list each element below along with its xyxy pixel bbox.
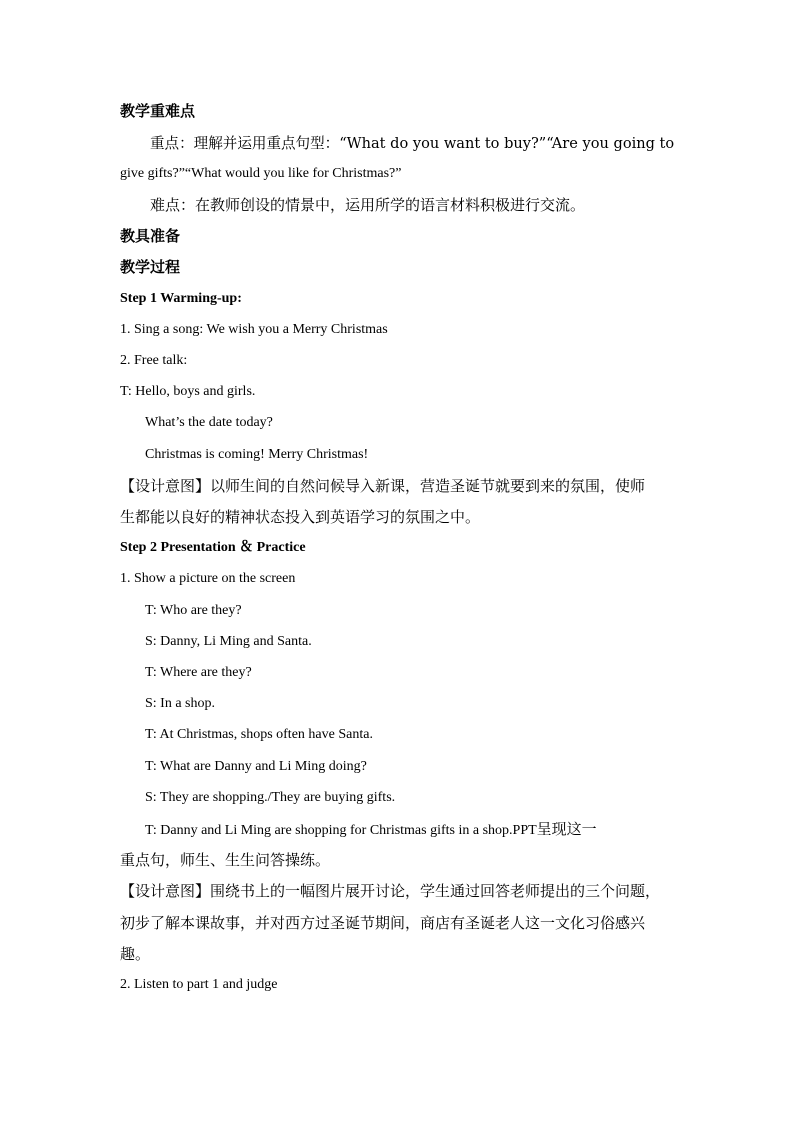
dialog2-line-1: T: Who are they? xyxy=(145,603,242,618)
design-intent-2-line-2: 初步了解本课故事，并对西方过圣诞节期间，商店有圣诞老人这一文化习俗感兴 xyxy=(120,914,646,932)
dialog2-line-6: T: What are Danny and Li Ming doing? xyxy=(145,759,367,774)
dialog1-line-2: What’s the date today? xyxy=(145,415,273,430)
dialog1-line-3: Christmas is coming! Merry Christmas! xyxy=(145,447,369,462)
design-intent-2-line-1: 【设计意图】围绕书上的一幅图片展开讨论，学生通过回答老师提出的三个问题， xyxy=(120,882,661,900)
heading-teaching-process: 教学过程 xyxy=(120,258,181,276)
step1-item-1: 1. Sing a song: We wish you a Merry Christmas xyxy=(120,322,388,337)
dialog2-line-2: S: Danny, Li Ming and Santa. xyxy=(145,634,312,649)
step1-item-2: 2. Free talk: xyxy=(120,353,188,368)
design-intent-1-line-2: 生都能以良好的精神状态投入到英语学习的氛围之中。 xyxy=(120,508,481,526)
dialog2-line-8-chinese: 呈现这一 xyxy=(536,820,597,838)
step2-title: Step 2 Presentation ＆ Practice xyxy=(120,540,306,555)
dialog2-line-9: 重点句，师生、生生问答操练。 xyxy=(120,851,331,869)
dialog1-line-1: T: Hello, boys and girls. xyxy=(120,384,256,399)
dialog2-line-3: T: Where are they? xyxy=(145,665,252,680)
heading-teaching-aids: 教具准备 xyxy=(120,227,181,245)
dialog2-line-8-english: T: Danny and Li Ming are shopping for Christmas gifts in a shop.PPT xyxy=(145,823,537,838)
step1-title: Step 1 Warming-up: xyxy=(120,291,242,306)
dialog2-line-5: T: At Christmas, shops often have Santa. xyxy=(145,727,373,742)
dialog2-line-8 xyxy=(145,819,597,841)
step2-item-2: 2. Listen to part 1 and judge xyxy=(120,977,278,992)
dialog2-line-7: S: They are shopping./They are buying gifts. xyxy=(145,790,396,805)
design-intent-1-line-1: 【设计意图】以师生间的自然问候导入新课，营造圣诞节就要到来的氛围，使师 xyxy=(120,477,646,495)
heading-key-points: 教学重难点 xyxy=(120,102,196,120)
difficult-point: 难点：在教师创设的情景中，运用所学的语言材料积极进行交流。 xyxy=(150,196,586,214)
dialog2-line-4: S: In a shop. xyxy=(145,696,215,711)
design-intent-2-line-3: 趣。 xyxy=(120,945,151,963)
key-point-line-2: give gifts?”“What would you like for Christmas?” xyxy=(120,166,402,181)
key-point-line-1: 重点：理解并运用重点句型：“What do you want to buy?”“Are you going to xyxy=(150,134,675,152)
step2-item-1: 1. Show a picture on the screen xyxy=(120,571,296,586)
